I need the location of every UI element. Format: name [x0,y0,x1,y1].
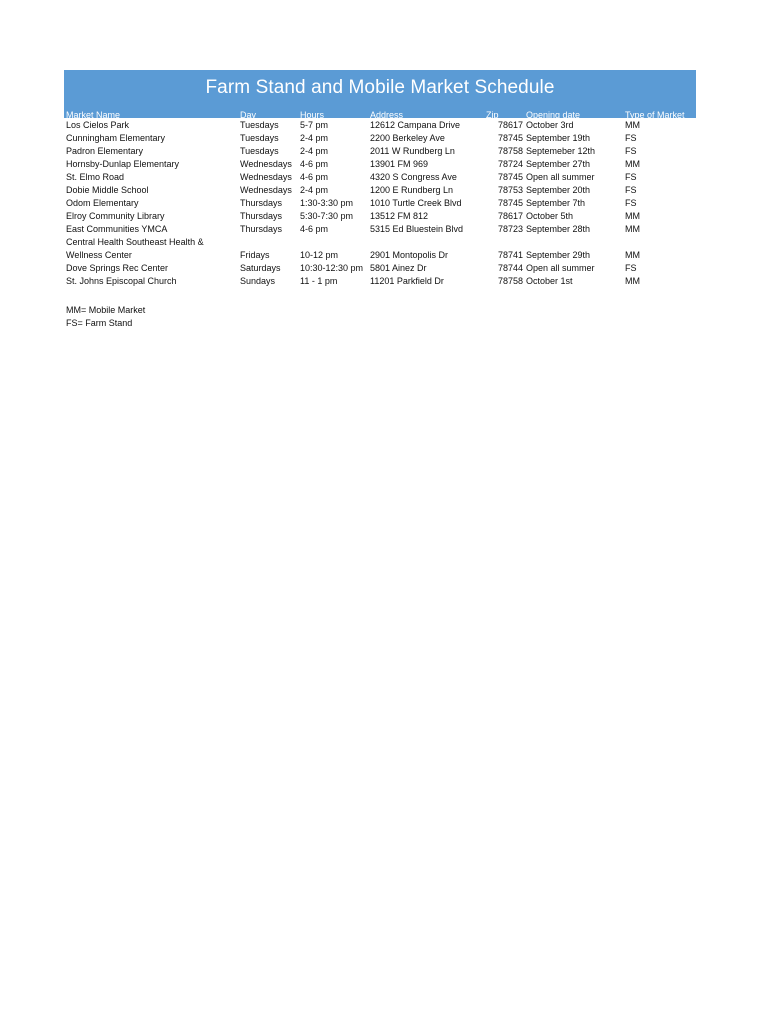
table-row [64,133,696,146]
legend-item-mobile-market: MM= Mobile Market [66,305,146,315]
header-opening-date: Opening date [526,110,581,120]
table-row [64,211,696,224]
cell-opening-date: September 27th [526,159,591,169]
cell-opening-date: September 28th [526,224,591,234]
cell-type: MM [625,276,640,286]
cell-market-name: Hornsby-Dunlap Elementary [66,159,180,169]
cell-address: 5315 Ed Bluestein Blvd [370,224,464,234]
cell-hours: 5:30-7:30 pm [300,211,354,221]
cell-hours: 5-7 pm [300,120,329,130]
cell-zip: 78745 [497,198,523,208]
cell-zip: 78723 [497,224,523,234]
cell-zip: 78758 [497,276,523,286]
cell-market-name: St. Elmo Road [66,172,125,182]
cell-market-name: Dove Springs Rec Center [66,263,169,273]
cell-day: Tuesdays [240,120,279,130]
cell-opening-date: October 1st [526,276,573,286]
cell-hours: 1:30-3:30 pm [300,198,354,208]
cell-day: Thursdays [240,198,283,208]
cell-market-name: Elroy Community Library [66,211,165,221]
cell-address: 13512 FM 812 [370,211,429,221]
cell-opening-date: October 3rd [526,120,574,130]
table-row [64,263,696,276]
cell-type: FS [625,263,637,273]
cell-address: 5801 Ainez Dr [370,263,427,273]
header-type-of-market: Type of Market [625,110,685,120]
cell-hours: 4-6 pm [300,159,329,169]
cell-address: 12612 Campana Drive [370,120,461,130]
title-banner [64,70,696,118]
table-row [64,237,696,250]
cell-zip: 78745 [497,172,523,182]
legend-item-farm-stand: FS= Farm Stand [66,318,133,328]
cell-opening-date: October 5th [526,211,574,221]
cell-day: Fridays [240,250,270,260]
cell-address: 4320 S Congress Ave [370,172,457,182]
table-row [64,120,696,133]
cell-day: Tuesdays [240,146,279,156]
cell-market-name: Los Cielos Park [66,120,130,130]
cell-zip: 78617 [497,211,523,221]
cell-hours: 4-6 pm [300,224,329,234]
cell-address: 13901 FM 969 [370,159,429,169]
cell-zip: 78741 [497,250,523,260]
cell-zip: 78617 [497,120,523,130]
cell-type: FS [625,172,637,182]
cell-type: FS [625,146,637,156]
cell-market-name: Padron Elementary [66,146,144,156]
cell-market-name: Central Health Southeast Health & [66,237,204,247]
cell-day: Tuesdays [240,133,279,143]
table-row [64,224,696,237]
cell-zip: 78744 [497,263,523,273]
cell-address: 1200 E Rundberg Ln [370,185,454,195]
table-row [64,172,696,185]
cell-zip: 78753 [497,185,523,195]
cell-opening-date: September 20th [526,185,591,195]
table-row [64,250,696,263]
cell-hours: 2-4 pm [300,185,329,195]
page-title: Farm Stand and Mobile Market Schedule [205,77,555,98]
cell-type: MM [625,250,640,260]
header-address: Address [370,110,404,120]
cell-hours: 11 - 1 pm [300,276,338,286]
cell-hours: 2-4 pm [300,146,329,156]
cell-day: Sundays [240,276,276,286]
header-hours: Hours [300,110,325,120]
table-row [64,159,696,172]
header-market-name: Market Name [66,110,121,120]
cell-day: Wednesdays [240,185,292,195]
cell-market-name: Odom Elementary [66,198,139,208]
cell-opening-date: Open all summer [526,172,595,182]
cell-opening-date: September 29th [526,250,591,260]
cell-opening-date: Open all summer [526,263,595,273]
schedule-sheet [64,70,696,289]
cell-day: Wednesdays [240,159,292,169]
cell-opening-date: September 19th [526,133,591,143]
header-zip: Zip [486,110,499,120]
cell-day: Thursdays [240,224,283,234]
cell-day: Saturdays [240,263,281,273]
cell-market-name: Dobie Middle School [66,185,149,195]
cell-type: MM [625,211,640,221]
legend [66,305,145,331]
cell-market-name: Cunningham Elementary [66,133,166,143]
cell-market-name: St. Johns Episcopal Church [66,276,177,286]
cell-address: 1010 Turtle Creek Blvd [370,198,462,208]
cell-day: Thursdays [240,211,283,221]
cell-day: Wednesdays [240,172,292,182]
schedule-table [64,120,696,289]
cell-address: 11201 Parkfield Dr [370,276,444,286]
cell-type: MM [625,159,640,169]
cell-zip: 78745 [497,133,523,143]
cell-market-name: East Communities YMCA [66,224,168,234]
cell-address: 2011 W Rundberg Ln [370,146,455,156]
cell-hours: 4-6 pm [300,172,329,182]
header-day: Day [240,110,257,120]
cell-hours: 2-4 pm [300,133,329,143]
cell-opening-date: Septemeber 12th [526,146,596,156]
cell-type: FS [625,133,637,143]
cell-address: 2901 Montopolis Dr [370,250,449,260]
cell-address: 2200 Berkeley Ave [370,133,445,143]
cell-market-name: Wellness Center [66,250,132,260]
cell-type: MM [625,120,640,130]
cell-type: FS [625,185,637,195]
cell-zip: 78758 [497,146,523,156]
table-row [64,185,696,198]
cell-type: MM [625,224,640,234]
table-row [64,276,696,289]
table-row [64,146,696,159]
cell-opening-date: September 7th [526,198,586,208]
cell-zip: 78724 [497,159,523,169]
table-row [64,198,696,211]
cell-hours: 10-12 pm [300,250,339,260]
cell-type: FS [625,198,637,208]
cell-hours: 10:30-12:30 pm [300,263,364,273]
